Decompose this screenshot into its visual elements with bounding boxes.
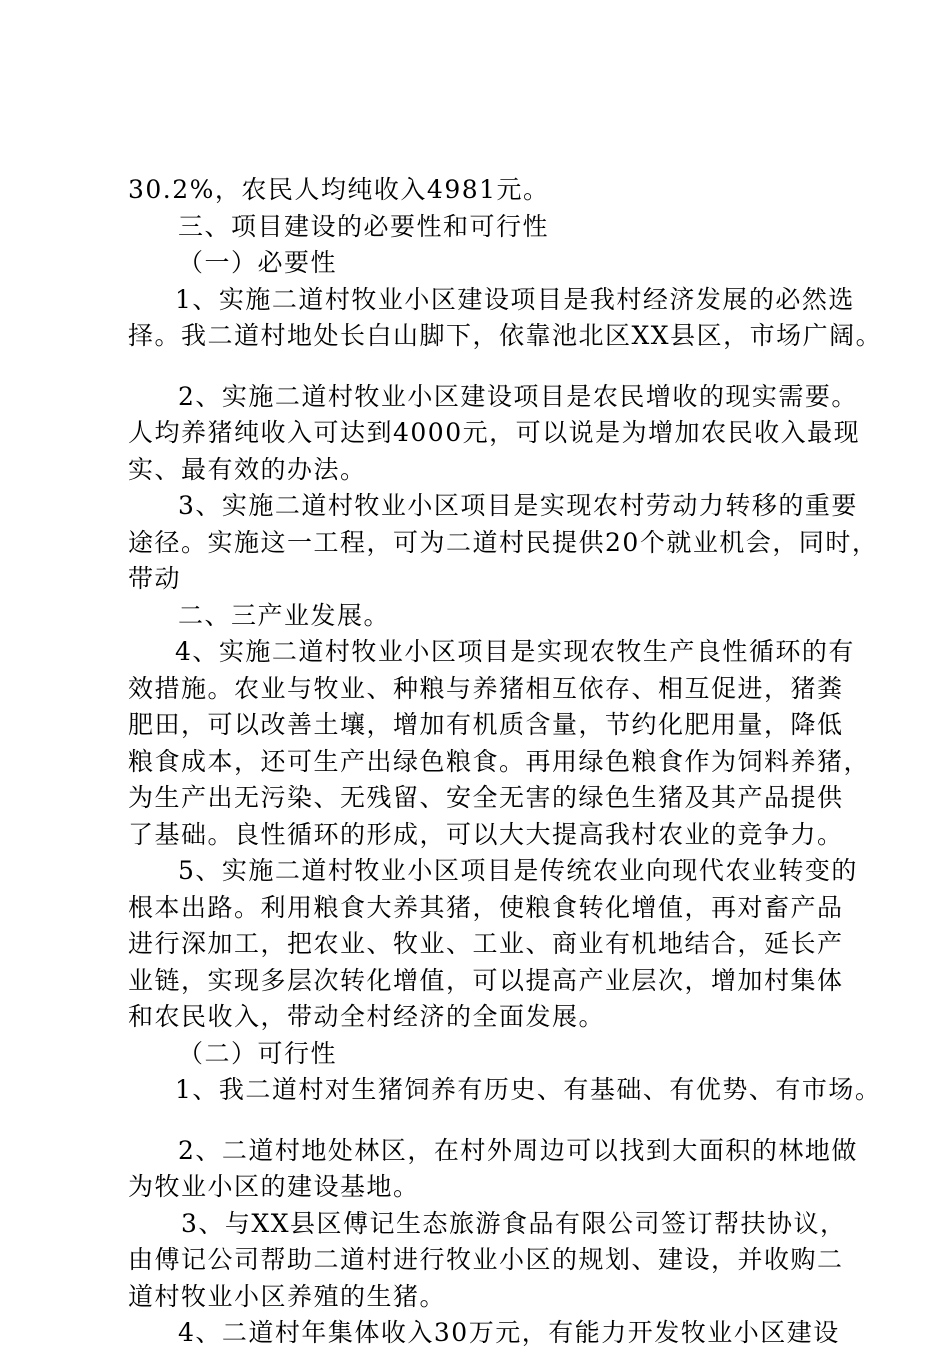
paragraph-line: 择。我二道村地处长白山脚下，依靠池北区XX县区，市场广阔。 <box>128 321 883 350</box>
document-body <box>128 172 883 1352</box>
section-heading: 三、项目建设的必要性和可行性 <box>178 211 550 241</box>
paragraph-line: 2、二道村地处林区，在村外周边可以找到大面积的林地做 <box>178 1135 858 1165</box>
paragraph-line: 业链，实现多层次转化增值，可以提高产业层次，增加村集体 <box>128 965 844 995</box>
paragraph-gap <box>128 1109 848 1133</box>
paragraph-line: 1、我二道村对生猪饲养有历史、有基础、有优势、有市场。 <box>175 1075 882 1104</box>
paragraph-line: 二、三产业发展。 <box>178 600 391 630</box>
paragraph-gap <box>128 355 848 379</box>
paragraph-line: 4、二道村年集体收入30万元，有能力开发牧业小区建设 <box>178 1318 840 1347</box>
paragraph-line: 人均养猪纯收入可达到4000元，可以说是为增加农民收入最现 <box>128 418 861 447</box>
paragraph-line: 效措施。农业与牧业、种粮与养猪相互依存、相互促进，猪粪 <box>128 673 844 703</box>
paragraph-line: 粮食成本，还可生产出绿色粮食。再用绿色粮食作为饲料养猪， <box>128 746 871 776</box>
paragraph-line: 3、与XX县区傅记生态旅游食品有限公司签订帮扶协议， <box>181 1208 847 1238</box>
paragraph-line: 为牧业小区的建设基地。 <box>128 1172 420 1201</box>
subsection-heading: （一）必要性 <box>178 248 338 277</box>
paragraph-line: 进行深加工，把农业、牧业、工业、商业有机地结合，延长产 <box>128 929 844 958</box>
paragraph-line: 实、最有效的办法。 <box>128 454 367 484</box>
paragraph-line: 肥田，可以改善土壤，增加有机质含量，节约化肥用量，降低 <box>128 710 844 739</box>
paragraph-line: 2、实施二道村牧业小区建设项目是农民增收的现实需要。 <box>178 381 858 411</box>
paragraph-line: 道村牧业小区养殖的生猪。 <box>128 1281 447 1311</box>
paragraph-line: 途径。实施这一工程，可为二道村民提供20个就业机会，同时， <box>128 527 879 557</box>
paragraph-line: 根本出路。利用粮食大养其猪，使粮食转化增值，再对畜产品 <box>128 892 844 922</box>
subsection-heading: （二）可行性 <box>178 1038 338 1068</box>
paragraph-line: 4、实施二道村牧业小区项目是实现农牧生产良性循环的有 <box>175 637 855 666</box>
paragraph-line: 了基础。良性循环的形成，可以大大提高我村农业的竞争力。 <box>128 819 844 849</box>
paragraph-line: 为生产出无污染、无残留、安全无害的绿色生猪及其产品提供 <box>128 783 844 812</box>
paragraph-line: 带动 <box>128 564 182 593</box>
paragraph-line: 3、实施二道村牧业小区项目是实现农村劳动力转移的重要 <box>178 491 858 520</box>
paragraph-line: 5、实施二道村牧业小区项目是传统农业向现代农业转变的 <box>178 856 858 885</box>
paragraph-line: 1、实施二道村牧业小区建设项目是我村经济发展的必然选 <box>175 284 855 314</box>
paragraph-line: 和农民收入，带动全村经济的全面发展。 <box>128 1002 606 1031</box>
paragraph-line: 由傅记公司帮助二道村进行牧业小区的规划、建设，并收购二 <box>128 1245 844 1274</box>
text-line: 30.2%，农民人均纯收入4981元。 <box>128 175 550 204</box>
